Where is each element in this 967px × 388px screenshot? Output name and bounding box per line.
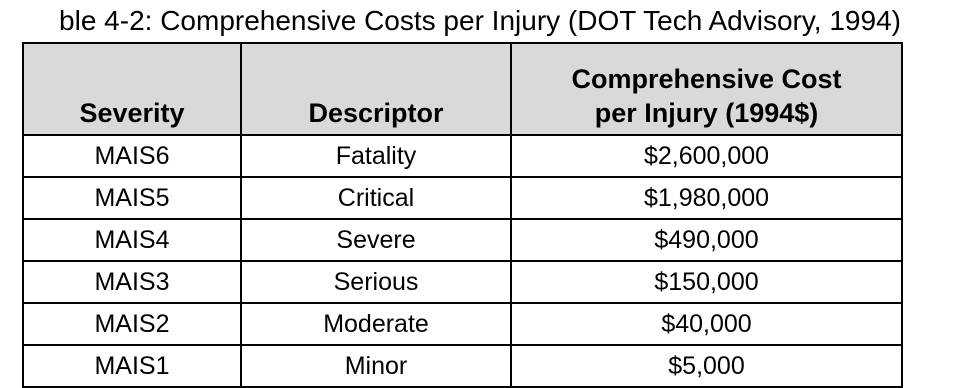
severity-cell: MAIS1: [23, 345, 241, 387]
cost-cell: $490,000: [511, 219, 902, 261]
header-severity: Severity: [23, 43, 241, 135]
table-row: [23, 303, 902, 345]
table-header-row: [23, 43, 902, 135]
table-row: [23, 135, 902, 177]
descriptor-cell: Critical: [241, 177, 511, 219]
header-cost-line-1: Comprehensive Cost: [571, 64, 842, 94]
descriptor-cell: Fatality: [241, 135, 511, 177]
header-comprehensive-cost: [511, 43, 902, 135]
cost-cell: $1,980,000: [511, 177, 902, 219]
severity-cell: MAIS3: [23, 261, 241, 303]
table-row: [23, 345, 902, 387]
cost-cell: $150,000: [511, 261, 902, 303]
cost-cell: $40,000: [511, 303, 902, 345]
cost-cell: $5,000: [511, 345, 902, 387]
descriptor-cell: Serious: [241, 261, 511, 303]
severity-cell: MAIS4: [23, 219, 241, 261]
header-cost-line-2: per Injury (1994$): [594, 98, 819, 128]
table-caption: ble 4-2: Comprehensive Costs per Injury (DOT Tech Advisory, 1994): [59, 5, 901, 36]
severity-cell: MAIS5: [23, 177, 241, 219]
table-row: [23, 219, 902, 261]
table-row: [23, 261, 902, 303]
severity-cell: MAIS6: [23, 135, 241, 177]
descriptor-cell: Severe: [241, 219, 511, 261]
severity-cell: MAIS2: [23, 303, 241, 345]
injury-cost-table: [22, 42, 903, 388]
table-row: [23, 177, 902, 219]
descriptor-cell: Minor: [241, 345, 511, 387]
descriptor-cell: Moderate: [241, 303, 511, 345]
header-descriptor: Descriptor: [241, 43, 511, 135]
cost-cell: $2,600,000: [511, 135, 902, 177]
